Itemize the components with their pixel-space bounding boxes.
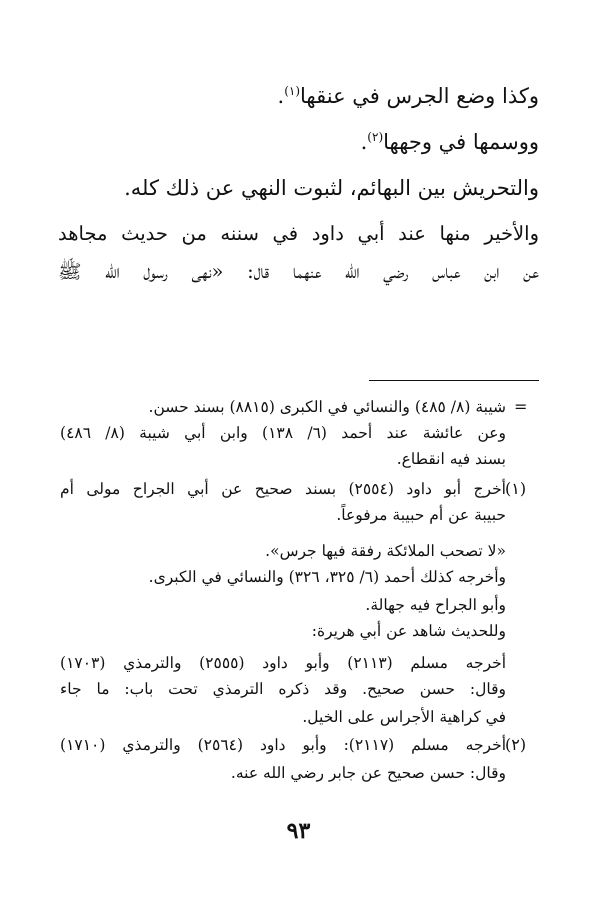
footnote-line: أخرج أبو داود (٢٥٥٤) بسند صحيح عن أبي الجراح مولى أم — [60, 480, 506, 498]
footnote-line: وأخرجه كذلك أحمد (٦/ ٣٢٥، ٣٢٦) والنسائي في الكبرى. — [148, 568, 506, 586]
footnote-line: أخرجه مسلم (٢١١٧): وأبو داود (٢٥٦٤) والترمذي (١٧١٠) — [60, 736, 506, 754]
footnote-line: شيبة (٨/ ٤٨٥) والنسائي في الكبرى (٨٨١٥) بسند حسن. — [148, 398, 506, 416]
footnote-mark-1: (١) — [505, 479, 527, 498]
body-line-2-text: ووسمها في وجهها — [383, 130, 539, 154]
footnote-line: وللحديث شاهد عن أبي هريرة: — [311, 622, 506, 640]
footnote-line: بسند فيه انقطاع. — [396, 450, 506, 468]
page-number: ٩٣ — [286, 818, 311, 844]
body-line-4: والأخير منها عند أبي داود في سننه من حديث مجاهد — [58, 222, 539, 245]
body-line-1-end: . — [277, 84, 285, 108]
footnote-line: أخرجه مسلم (٢١١٣) وأبو داود (٢٥٥٥) والترمذي (١٧٠٣) — [60, 654, 507, 672]
footnote-separator — [369, 380, 539, 381]
footnote-continuation-mark: = — [514, 397, 528, 416]
body-line-2 — [361, 128, 539, 156]
footnote-mark-2: (٢) — [505, 735, 527, 754]
body-line-1-text: وكذا وضع الجرس في عنقها — [300, 84, 539, 108]
footnote-ref-2: (٢) — [367, 130, 384, 144]
body-line-1 — [278, 82, 539, 110]
footnote-line: وقال: حسن صحيح عن جابر رضي الله عنه. — [230, 764, 506, 782]
footnote-ref-1: (١) — [284, 84, 301, 98]
footnote-line: «لا تصحب الملائكة رفقة فيها جرس». — [265, 542, 506, 560]
body-line-3: والتحريش بين البهائم، لثبوت النهي عن ذلك كله. — [124, 176, 539, 200]
footnote-line: حبيبة عن أم حبيبة مرفوعاً. — [336, 506, 506, 524]
footnote-line: وعن عائشة عند أحمد (٦/ ١٣٨) وابن أبي شيبة (٨/ ٤٨٦) — [60, 424, 506, 442]
footnote-line: في كراهية الأجراس على الخيل. — [302, 708, 506, 726]
body-line-5: عن ابن عباس رضي الله عنهما قال: «نهى رسول الله ﷺ — [58, 260, 539, 283]
footnote-line: وأبو الجراح فيه جهالة. — [365, 596, 506, 614]
body-line-2-end: . — [360, 130, 368, 154]
footnote-line: وقال: حسن صحيح. وقد ذكره الترمذي تحت باب: ما جاء — [60, 680, 506, 698]
